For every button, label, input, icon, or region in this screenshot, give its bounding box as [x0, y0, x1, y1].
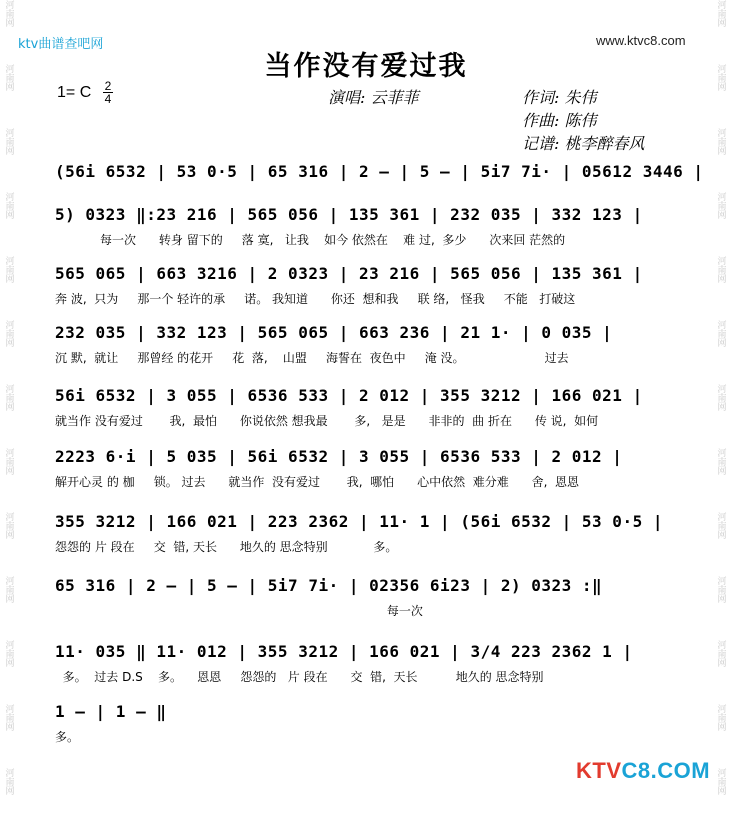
side-watermark-glyphs: 河 南 网: [717, 1, 727, 29]
lyricist-credit: 作词: 朱伟: [522, 88, 597, 107]
lyrics: 就当作 没有爱过 我, 最怕 你说依然 想我最 多, 是是 非非的 曲 折在 传 说, 如何: [55, 414, 599, 428]
notation: 355 3212 | 166 021 | 223 2362 | 11· 1 | (56i 6532 | 53 0·5 |: [55, 512, 663, 531]
side-watermark-glyphs: 河 南 网: [5, 577, 15, 605]
side-watermark-glyphs: 河 南 网: [717, 705, 727, 733]
side-watermark-glyphs: 河 南 网: [717, 577, 727, 605]
side-watermark-glyphs: 河 南 网: [717, 257, 727, 285]
side-watermark-glyphs: 河 南 网: [717, 641, 727, 669]
side-watermark-glyphs: 河 南 网: [717, 65, 727, 93]
side-watermark-glyphs: 河 南 网: [5, 129, 15, 157]
notation: 565 065 | 663 3216 | 2 0323 | 23 216 | 565 056 | 135 361 |: [55, 264, 643, 283]
score-line-8: [0, 576, 732, 646]
lyrics: 沉 默, 就让 那曾经 的花开 花 落, 山盟 海誓在 夜色中 淹 没。 过去: [55, 351, 569, 365]
side-watermark-glyphs: 河 南 网: [5, 385, 15, 413]
score-line-4: [0, 323, 732, 393]
meter-top: 2: [104, 79, 112, 93]
score-line-6: [0, 447, 732, 517]
side-watermark-glyphs: 河 南 网: [717, 193, 727, 221]
logo-ktv-text: KTV: [576, 758, 622, 783]
time-signature: [103, 80, 113, 105]
site-watermark-left: ktv曲谱查吧网: [18, 37, 104, 52]
notation: 2223 6·i | 5 035 | 56i 6532 | 3 055 | 6536 533 | 2 012 |: [55, 447, 623, 466]
side-watermark-glyphs: 河 南 网: [717, 385, 727, 413]
side-watermark-glyphs: 河 南 网: [5, 641, 15, 669]
lyrics: 多。: [55, 730, 80, 744]
lyrics: 每一次: [55, 604, 423, 618]
transcriber-credit: 记谱: 桃李醉春风: [522, 134, 645, 153]
side-watermark-glyphs: 河 南 网: [5, 193, 15, 221]
lyrics: 多。 过去 D.S 多。 恩恩 怨怨的 片 段在 交 错, 天长 地久的 思念特别: [55, 670, 544, 684]
notation: 1 – | 1 – ‖: [55, 702, 167, 721]
notation: 56i 6532 | 3 055 | 6536 533 | 2 012 | 355 3212 | 166 021 |: [55, 386, 643, 405]
side-watermark-glyphs: 河 南 网: [717, 129, 727, 157]
notation: 65 316 | 2 – | 5 – | 5i7 7i· | 02356 6i23 | 2) 0323 :‖: [55, 576, 603, 595]
side-watermark-glyphs: 河 南 网: [5, 705, 15, 733]
lyrics: 奔 波, 只为 那一个 轻许的承 诺。 我知道 你还 想和我 联 络, 怪我 不能 打破这: [55, 292, 576, 306]
side-watermark-glyphs: 河 南 网: [5, 1, 15, 29]
score-line-5: [0, 386, 732, 456]
song-title: 当作没有爱过我: [264, 51, 468, 82]
side-watermark-glyphs: 河 南 网: [5, 321, 15, 349]
side-watermark-glyphs: 河 南 网: [717, 769, 727, 797]
lyrics: 解开心灵 的 枷 锁。 过去 就当作 没有爱过 我, 哪怕 心中依然 难分难 舍, 恩恩: [55, 475, 580, 489]
ktvc8-logo: [576, 758, 710, 784]
side-watermark-glyphs: 河 南 网: [5, 65, 15, 93]
logo-c8-text: C8.COM: [621, 758, 711, 783]
key-signature: 1= C: [57, 84, 92, 101]
notation: 5) 0323 ‖:23 216 | 565 056 | 135 361 | 232 035 | 332 123 |: [55, 205, 643, 224]
meter-bottom: 4: [104, 92, 112, 106]
side-watermark-glyphs: 河 南 网: [717, 449, 727, 477]
side-watermark-glyphs: 河 南 网: [5, 257, 15, 285]
side-watermark-glyphs: 河 南 网: [5, 449, 15, 477]
composer-credit: 作曲: 陈伟: [522, 111, 597, 130]
side-watermark-glyphs: 河 南 网: [717, 321, 727, 349]
notation: 232 035 | 332 123 | 565 065 | 663 236 | 21 1· | 0 035 |: [55, 323, 613, 342]
side-watermark-glyphs: 河 南 网: [5, 513, 15, 541]
notation: (56i 6532 | 53 0·5 | 65 316 | 2 – | 5 – | 5i7 7i· | 05612 3446 |: [55, 162, 704, 181]
site-watermark-right: www.ktvc8.com: [596, 33, 686, 48]
side-watermark-glyphs: 河 南 网: [5, 769, 15, 797]
side-watermark-glyphs: 河 南 网: [717, 513, 727, 541]
lyrics: 每一次 转身 留下的 落 寞, 让我 如今 依然在 难 过, 多少 次来回 茫然的: [100, 233, 566, 247]
lyrics: 怨怨的 片 段在 交 错, 天长 地久的 思念特别 多。: [55, 540, 398, 554]
score-line-7: [0, 512, 732, 582]
singer-credit: 演唱: 云菲菲: [328, 88, 419, 107]
notation: 11· 035 ‖ 11· 012 | 355 3212 | 166 021 | 3/4 223 2362 1 |: [55, 642, 633, 661]
